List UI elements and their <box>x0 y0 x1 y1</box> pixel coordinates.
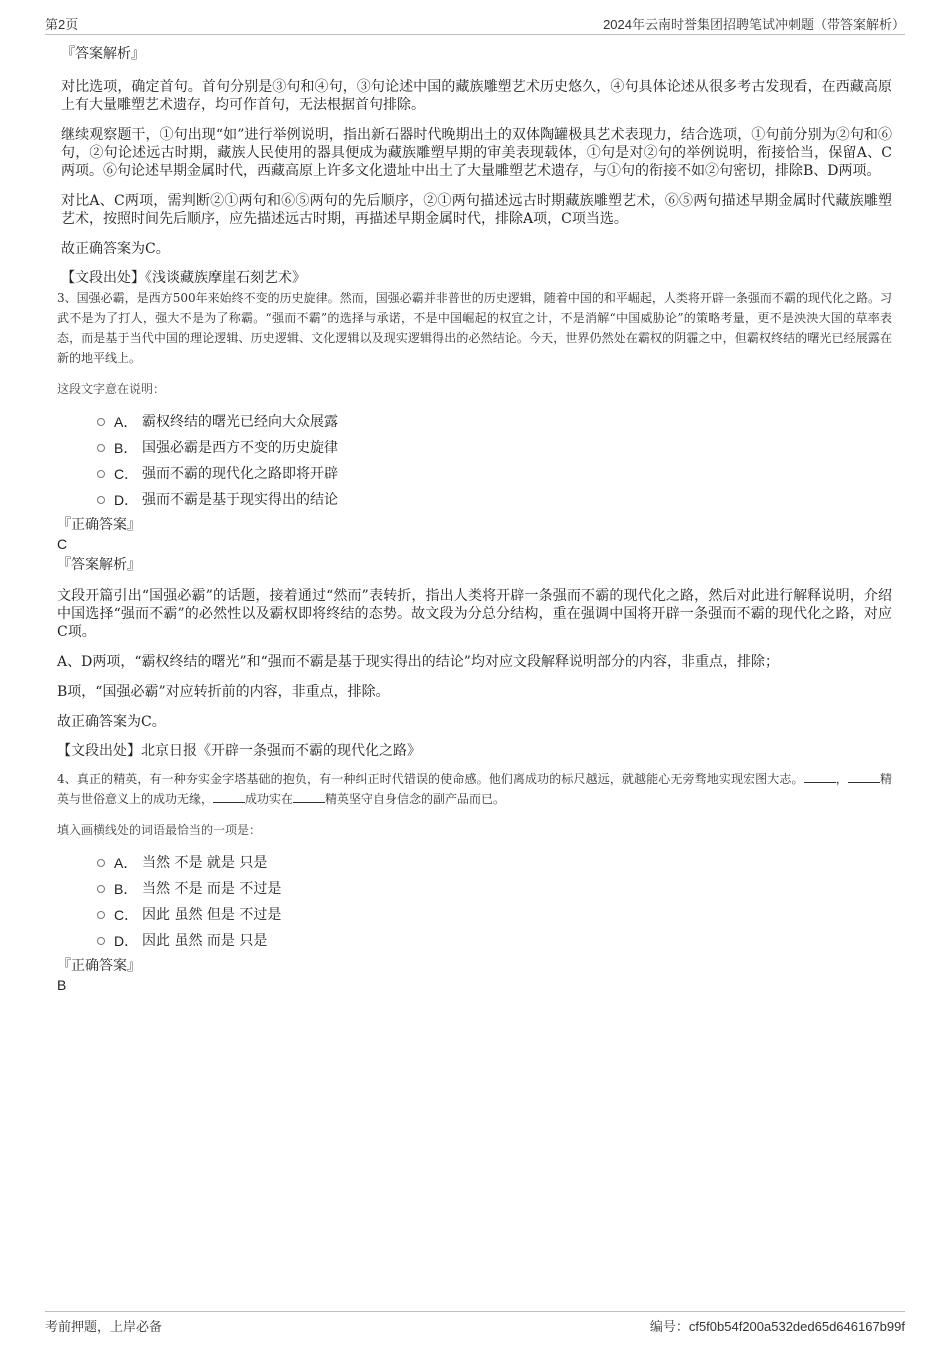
analysis-paragraph: 继续观察题干，①句出现“如”进行举例说明，指出新石器时代晚期出土的双体陶罐极具艺术表现力，结合选项，①句前分别为②句和⑥句，②句论述远古时期，藏族人民使用的器具便成为藏族雕塑早期的审美表现载体，①句是对②句的举例说明，衔接恰当，保留A、C两项。⑥句论述早期金属时代，西藏高原上许多文化遗址中出土了大量雕塑艺术遗存，与①句的衔接不如②句密切，排除B、D两项。 <box>61 127 892 179</box>
analysis-paragraph: 对比选项，确定首句。首句分别是③句和④句，③句论述中国的藏族雕塑艺术历史悠久，④句具体论述从很多考古发现看，在西藏高原上有大量雕塑艺术遗存，均可作首句，无法根据首句排除。 <box>61 79 892 113</box>
option-a[interactable]: A． 霸权终结的曙光已经向大众展露 <box>97 409 892 435</box>
correct-answer-label: 『正确答案』 <box>57 517 141 533</box>
question-prompt: 这段文字意在说明： <box>57 382 166 396</box>
analysis-conclusion: 故正确答案为C。 <box>57 714 166 730</box>
options-list <box>97 409 892 513</box>
page-content <box>57 44 892 994</box>
radio-icon[interactable] <box>97 444 105 452</box>
option-d[interactable]: D． 强而不霸是基于现实得出的结论 <box>97 487 892 513</box>
radio-icon[interactable] <box>97 418 105 426</box>
footer-slogan: 考前押题，上岸必备 <box>45 1319 163 1334</box>
option-d[interactable]: D． 因此 虽然 而是 只是 <box>97 928 892 954</box>
option-a[interactable]: A． 当然 不是 就是 只是 <box>97 850 892 876</box>
radio-icon[interactable] <box>97 911 105 919</box>
analysis-paragraph: 对比A、C两项，需判断②①两句和⑥⑤两句的先后顺序，②①两句描述远古时期藏族雕塑艺术，⑥⑤两句描述早期金属时代藏族雕塑艺术，按照时间先后顺序，应先描述远古时期，再描述早期金属时代，排除A项，C项当选。 <box>61 193 892 227</box>
analysis-paragraph: B项，“国强必霸”对应转折前的内容，非重点，排除。 <box>57 684 390 700</box>
source-citation: 【文段出处】北京日报《开辟一条强而不霸的现代化之路》 <box>57 743 421 759</box>
question-stem: 4、真正的精英，有一种夯实金字塔基础的抱负，有一种纠正时代错误的使命感。他们离成功的标尺越远，就越能心无旁骛地实现宏图大志。 ， 精英与世俗意义上的成功无缘， 成功实在 精英坚守自身信念的副产品而已。 <box>57 772 892 806</box>
page-header <box>45 14 905 35</box>
analysis-conclusion: 故正确答案为C。 <box>61 241 170 257</box>
page-number: 第2页 <box>45 17 79 32</box>
document-serial: 编号：cf5f0b54f200a532ded65d646167b99f <box>649 1319 905 1334</box>
radio-icon[interactable] <box>97 496 105 504</box>
option-c[interactable]: C． 强而不霸的现代化之路即将开辟 <box>97 461 892 487</box>
option-c[interactable]: C． 因此 虽然 但是 不过是 <box>97 902 892 928</box>
fill-blank[interactable] <box>804 771 836 783</box>
fill-blank[interactable] <box>293 791 325 803</box>
options-list <box>97 850 892 954</box>
correct-answer: C <box>57 536 68 552</box>
question-4 <box>57 769 892 994</box>
fill-blank[interactable] <box>848 771 880 783</box>
analysis-paragraph: 文段开篇引出“国强必霸”的话题，接着通过“然而”表转折，指出人类将开辟一条强而不霸的现代化之路，然后对此进行解释说明，介绍中国选择“强而不霸”的必然性以及霸权即将终结的态势。故文段为分总分结构，重在强调中国将开辟一条强而不霸的现代化之路，对应C项。 <box>57 588 892 640</box>
source-citation: 【文段出处】《浅谈藏族摩崖石刻艺术》 <box>61 270 306 286</box>
analysis-label: 『答案解析』 <box>57 557 141 573</box>
question-stem: 3、国强必霸，是西方500年来始终不变的历史旋律。然而，国强必霸并非普世的历史逻辑，随着中国的和平崛起，人类将开辟一条强而不霸的现代化之路。习武不是为了打人，强大不是为了称霸。“强而不霸”的选择与承诺，不是中国崛起的权宜之计，不是消解“中国威胁论”的策略考量，更不是泱泱大国的草率表态，而是基于当代中国的理论逻辑、历史逻辑、文化逻辑以及现实逻辑得出的必然结论。今天，世界仍然处在霸权的阴霾之中，但霸权终结的曙光已经展露在新的地平线上。 <box>57 291 892 365</box>
analysis-label: 『答案解析』 <box>61 46 145 62</box>
option-b[interactable]: B． 国强必霸是西方不变的历史旋律 <box>97 435 892 461</box>
question-prompt: 填入画横线处的词语最恰当的一项是： <box>57 823 262 837</box>
q2-analysis <box>61 44 892 288</box>
radio-icon[interactable] <box>97 937 105 945</box>
radio-icon[interactable] <box>97 885 105 893</box>
fill-blank[interactable] <box>213 791 245 803</box>
correct-answer-label: 『正确答案』 <box>57 958 141 974</box>
radio-icon[interactable] <box>97 859 105 867</box>
option-b[interactable]: B． 当然 不是 而是 不过是 <box>97 876 892 902</box>
document-title: 2024年云南时誉集团招聘笔试冲刺题（带答案解析） <box>603 17 905 32</box>
radio-icon[interactable] <box>97 470 105 478</box>
analysis-paragraph: A、D两项，“霸权终结的曙光”和“强而不霸是基于现实得出的结论”均对应文段解释说明部分的内容，非重点，排除； <box>57 654 779 670</box>
question-3 <box>57 288 892 761</box>
correct-answer: B <box>57 977 67 993</box>
page-footer <box>45 1311 905 1334</box>
